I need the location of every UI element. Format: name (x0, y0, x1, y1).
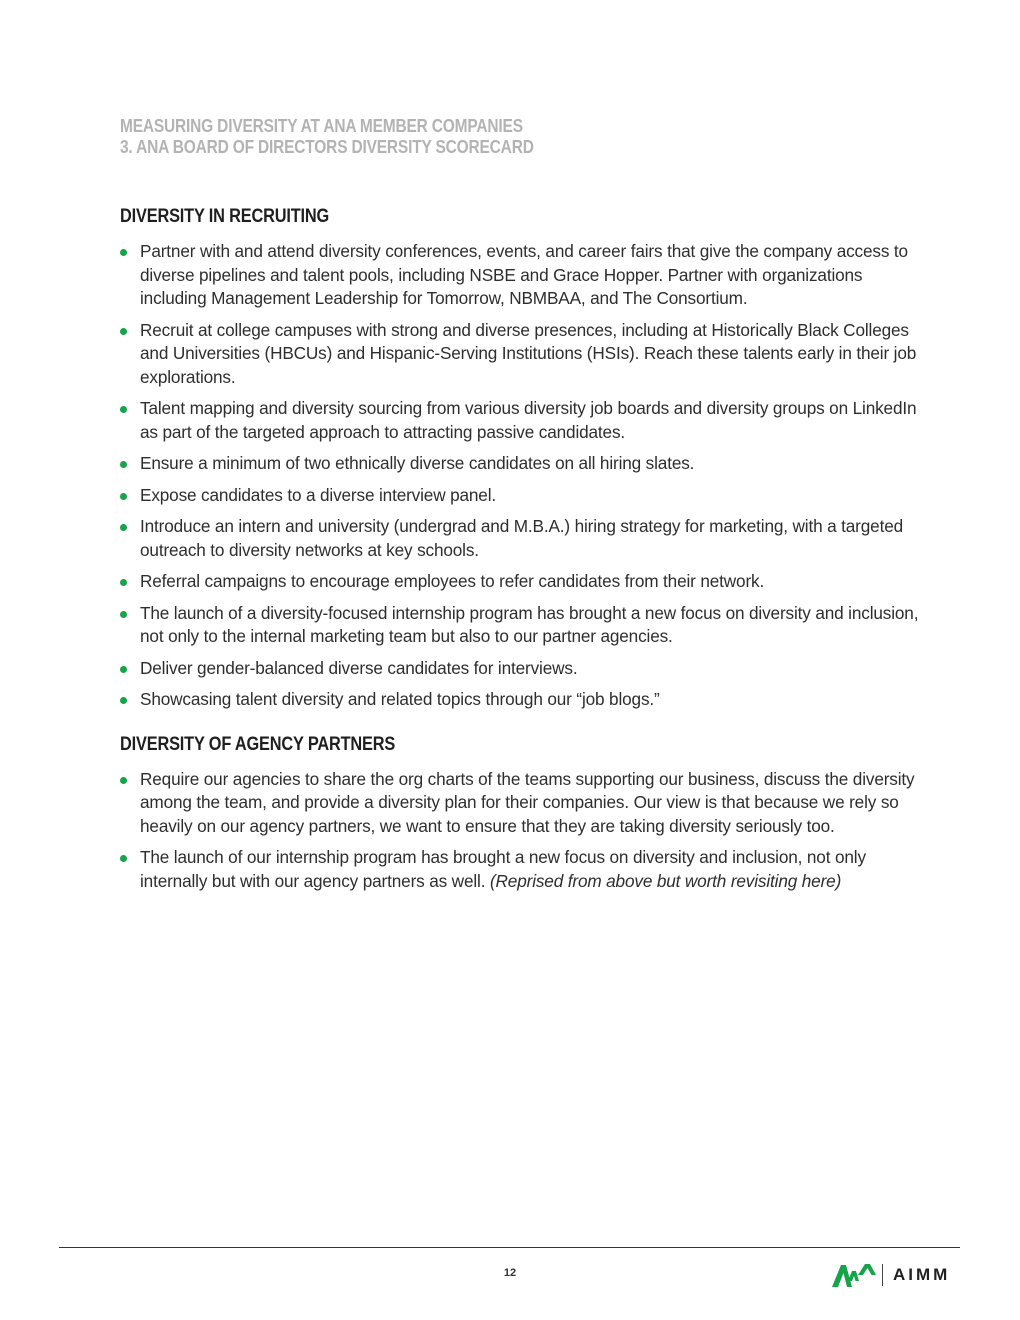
list-item: Deliver gender-balanced diverse candidates for interviews. (120, 657, 920, 681)
list-item: Referral campaigns to encourage employees to refer candidates from their network. (120, 570, 920, 594)
list-item: Recruit at college campuses with strong and diverse presences, including at Historically Black Colleges and Universities (HBCUs) and Hispanic-Serving Institutions (HSIs). Reach these talents early in their job explorations. (120, 319, 920, 390)
bullet-icon (120, 611, 127, 618)
list-item: Expose candidates to a diverse interview panel. (120, 484, 920, 508)
bullet-icon (120, 697, 127, 704)
bullet-icon (120, 579, 127, 586)
section-heading-agency: DIVERSITY OF AGENCY PARTNERS (120, 733, 396, 755)
aimm-wordmark: AIMM (893, 1265, 951, 1284)
list-item: Showcasing talent diversity and related topics through our “job blogs.” (120, 688, 920, 712)
list-item: Require our agencies to share the org charts of the teams supporting our business, discuss the diversity among the team, and provide a diversity plan for their companies. Our view is that because we rely so heavily on our agency partners, we want to ensure that they are taking diversity seriously too. (120, 768, 920, 839)
bullet-icon (120, 524, 127, 531)
recruiting-list (120, 240, 920, 712)
logo-divider (882, 1264, 883, 1286)
header-line-1: MEASURING DIVERSITY AT ANA MEMBER COMPANIES (120, 116, 523, 136)
bullet-icon (120, 855, 127, 862)
ana-aimm-logo (832, 1262, 950, 1288)
bullet-icon (120, 666, 127, 673)
bullet-icon (120, 493, 127, 500)
bullet-icon (120, 328, 127, 335)
list-item: Talent mapping and diversity sourcing from various diversity job boards and diversity groups on LinkedIn as part of the targeted approach to attracting passive candidates. (120, 397, 920, 444)
ana-logo-icon (832, 1263, 876, 1287)
page-number: 12 (503, 1267, 517, 1279)
bullet-icon (120, 249, 127, 256)
header-line-2: 3. ANA BOARD OF DIRECTORS DIVERSITY SCORECARD (120, 137, 534, 157)
list-item: The launch of a diversity-focused internship program has brought a new focus on diversity and inclusion, not only to the internal marketing team but also to our partner agencies. (120, 602, 920, 649)
list-item: Ensure a minimum of two ethnically diverse candidates on all hiring slates. (120, 452, 920, 476)
page-header (120, 116, 534, 158)
bullet-icon (120, 461, 127, 468)
reprise-note: (Reprised from above but worth revisiting here) (489, 870, 842, 891)
agency-list (120, 768, 920, 894)
section-heading-recruiting: DIVERSITY IN RECRUITING (120, 206, 330, 227)
bullet-icon (120, 777, 127, 784)
list-item: The launch of our internship program has brought a new focus on diversity and inclusion, not only internally but with our agency partners as well. (Reprised from above but worth revisiting here) (120, 846, 920, 893)
bullet-icon (120, 406, 127, 413)
list-item: Introduce an intern and university (undergrad and M.B.A.) hiring strategy for marketing, with a targeted outreach to diversity networks at key schools. (120, 515, 920, 562)
footer-divider (59, 1247, 960, 1248)
main-content (120, 206, 920, 901)
list-item: Partner with and attend diversity conferences, events, and career fairs that give the company access to diverse pipelines and talent pools, including NSBE and Grace Hopper. Partner with organizations including Management Leadership for Tomorrow, NBMBAA, and The Consortium. (120, 240, 920, 311)
